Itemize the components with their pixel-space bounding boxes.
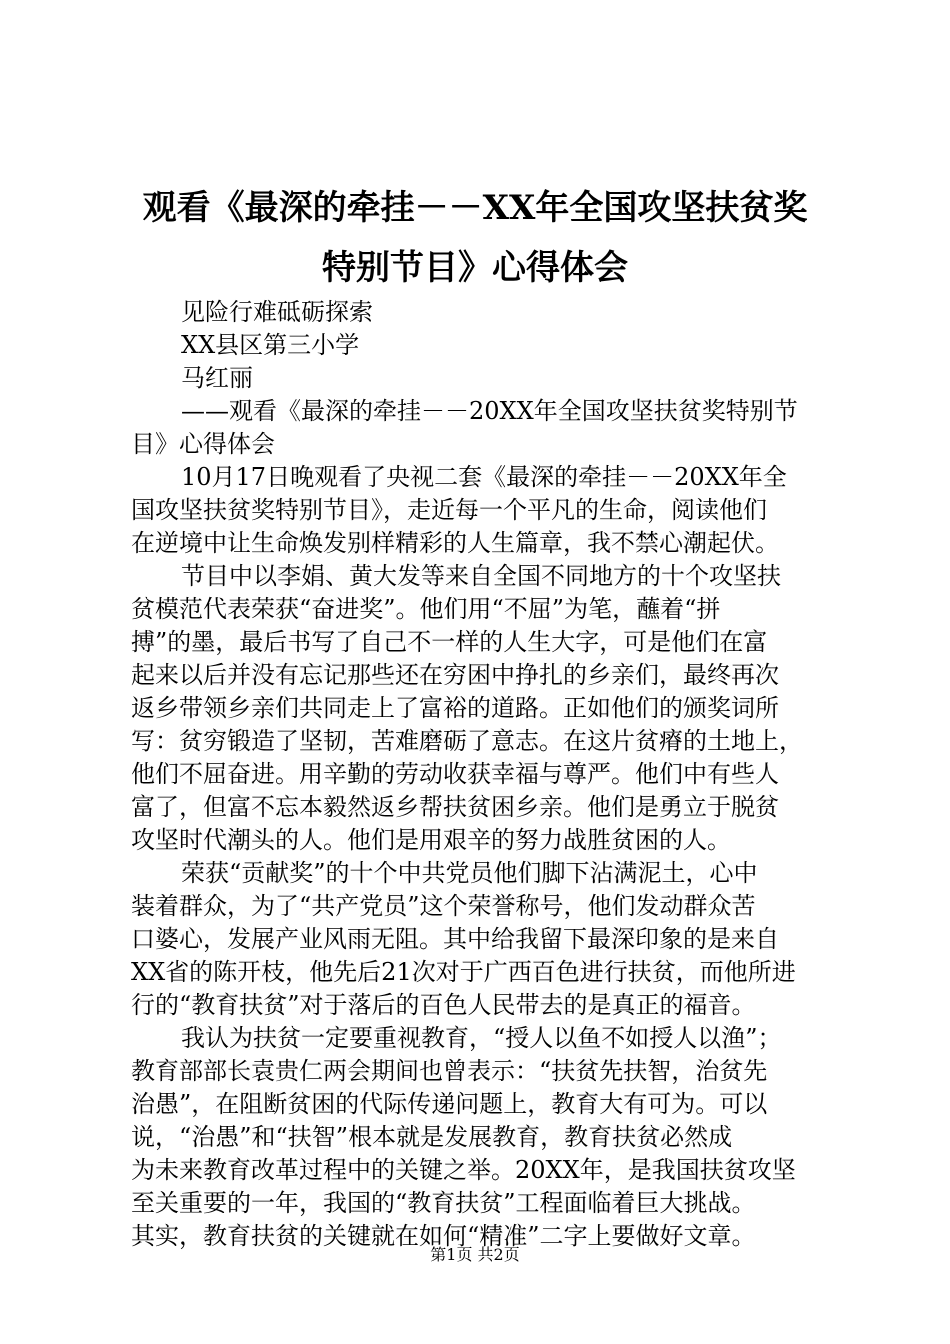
text-line: ——观看《最深的牵挂－－20XX年全国攻坚扶贫奖特别节	[181, 397, 798, 425]
page-footer: 第1页 共2页	[430, 1245, 520, 1264]
text-line: 行的“教育扶贫”对于落后的百色人民带去的是真正的福音。	[131, 991, 756, 1019]
document-title-line-1: 观看《最深的牵挂－－XX年全国攻坚扶贫奖	[142, 188, 808, 228]
text-line: 国攻坚扶贫奖特别节目》，走近每一个平凡的生命，阅读他们	[131, 496, 767, 524]
text-line: 教育部部长袁贵仁两会期间也曾表示：“扶贫先扶智，治贫先	[131, 1057, 768, 1085]
text-line: 治愚”，在阻断贫困的代际传递问题上，教育大有可为。可以	[131, 1090, 768, 1118]
text-line: XX省的陈开枝，他先后21次对于广西百色进行扶贫，而他所进	[131, 958, 796, 986]
text-line: 富了，但富不忘本毅然返乡帮扶贫困乡亲。他们是勇立于脱贫	[131, 793, 779, 821]
document-title-line-2: 特别节目》心得体会	[322, 248, 628, 288]
text-line: 起来以后并没有忘记那些还在穷困中挣扎的乡亲们，最终再次	[131, 661, 779, 689]
text-line: 贫模范代表荣获“奋进奖”。他们用“不屈”为笔，蘸着“拼	[131, 595, 721, 623]
text-line: 节目中以李娟、黄大发等来自全国不同地方的十个攻坚扶	[181, 562, 781, 590]
text-line: 为未来教育改革过程中的关键之举。20XX年，是我国扶贫攻坚	[131, 1156, 796, 1184]
text-line: 在逆境中让生命焕发别样精彩的人生篇章，我不禁心潮起伏。	[131, 529, 779, 557]
text-line: 口婆心，发展产业风雨无阻。其中给我留下最深印象的是来自	[131, 925, 779, 953]
text-line: 马红丽	[181, 364, 253, 392]
text-line: 其实，教育扶贫的关键就在如何“精准”二字上要做好文章。	[131, 1222, 756, 1250]
text-line: 他们不屈奋进。用辛勤的劳动收获幸福与尊严。他们中有些人	[131, 760, 779, 788]
text-line: 返乡带领乡亲们共同走上了富裕的道路。正如他们的颁奖词所	[131, 694, 779, 722]
text-line: 至关重要的一年，我国的“教育扶贫”工程面临着巨大挑战。	[131, 1189, 756, 1217]
text-line: 搏”的墨，最后书写了自己不一样的人生大字，可是他们在富	[131, 628, 768, 656]
text-line: 荣获“贡献奖”的十个中共党员他们脚下沾满泥土，心中	[181, 859, 758, 887]
text-line: 见险行难砥砺探索	[181, 298, 373, 326]
text-line: XX县区第三小学	[181, 331, 360, 359]
text-line: 装着群众，为了“共产党员”这个荣誉称号，他们发动群众苦	[131, 892, 756, 920]
text-line: 攻坚时代潮头的人。他们是用艰辛的努力战胜贫困的人。	[131, 826, 731, 854]
document-body	[131, 296, 853, 1253]
text-line: 10月17日晚观看了央视二套《最深的牵挂－－20XX年全	[181, 463, 787, 491]
text-line: 写：贫穷锻造了坚韧，苦难磨砺了意志。在这片贫瘠的土地上，	[131, 727, 803, 755]
text-line: 目》心得体会	[131, 430, 275, 458]
text-line: 我认为扶贫一定要重视教育，“授人以鱼不如授人以渔”；	[181, 1024, 782, 1052]
text-line: 说，“治愚”和“扶智”根本就是发展教育，教育扶贫必然成	[131, 1123, 733, 1151]
